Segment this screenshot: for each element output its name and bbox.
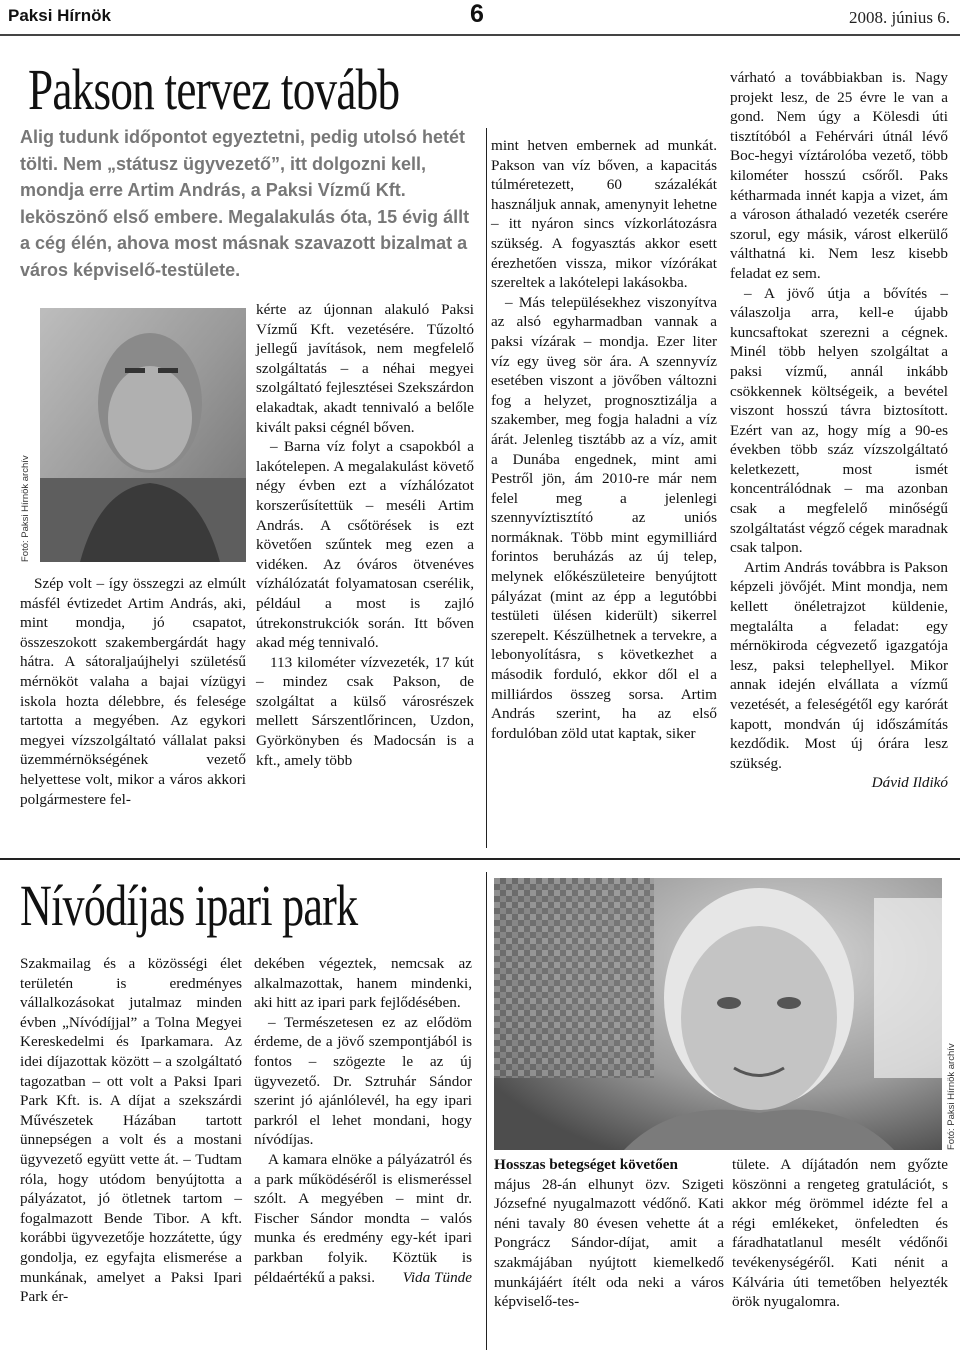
article1-title: Pakson tervez tovább — [28, 57, 400, 122]
article2-title: Nívódíjas ipari park — [20, 873, 358, 938]
paragraph: – Természetesen ez az elődöm érdeme, de a jövő szempontjából is fontos – szögezte le az új ügyvezető. Dr. Sztruhár Sándor szerint jó ajánlólevél, ha egy ipari parkról el lehet mondani, hogy nívódíjas. — [254, 1013, 472, 1149]
article1-lead: Alig tudunk időpontot egyeztetni, pedig utolsó hetét tölti. Nem „státusz ügyvezető”, itt dolgozni kell, mondja erre Artim András, a Paksi Vízmű Kft. leköszönő első embere. Megalakulás óta, 15 évig állt a cég élén, ahova most másnak szavazott bizalmat a város képviselő-testülete. — [20, 127, 470, 280]
paragraph: A kamara elnöke a pályázatról és a park működéséről is elismeréssel szólt. A megyében – mint dr. Fischer Sándor mondta – valós munka és eredmény egy-két ipari parkban folyik. Köztük is példaértékű a paksi. — [254, 1150, 472, 1286]
obituary-image — [494, 878, 942, 1150]
paragraph: várható a továbbiakban is. Nagy projekt lesz, de 25 évre le van a gond. Nem úgy a Kölesdi úti tisztítóból a Fehérvári útnál lévő Boc-hegyi víztárolóba vezető, több kilométer hosszú csőről. Paks kétharmada innét kapja a vizet, ám a városon áthaladó vezeték cserére szorul, egy másik, várost elkerülő válthatná ki. Nem lesz kisebb feladat ez sem. — [730, 69, 948, 282]
newspaper-name: Paksi Hírnök — [8, 6, 111, 25]
article1-column-1 — [20, 574, 246, 809]
portrait-image — [40, 308, 246, 562]
page-number: 6 — [470, 0, 484, 28]
article1-column-2 — [256, 300, 474, 770]
issue-date: 2008. június 6. — [848, 8, 950, 27]
paragraph: – Barna víz folyt a csapokból a lakótelepen. A megalakulást követő négy évben ezt a vízhálózatot korszerűsítettük – meséli Artim András. A csőtörések is ezt követően szűntek meg ezen a vidéken. Az óváros ötvenéves vízhálózatát folyamatosan cserélik, például a most is zajló útrekonstrukciók során. Itt bőven akad még tennivaló. — [256, 438, 474, 652]
photo-credit-obituary: Fotó: Paksi Hírnök archív — [946, 1043, 957, 1150]
paragraph: Szakmailag és a közösségi élet területén is eredményes vállalkozásokat jutalmaz minden évben „Nívódíjjal” a Tolna Megyei Kereskedelmi és Iparkamara. Az idei díjazottak között – a szolgáltató tagozatban – ott volt a Paksi Ipari Park Kft. is. A díjat a szekszárdi Művészetek Házában tartott ünnepségen a volt és a mostani ügyvezető együtt vette át. – Tudtam róla, hogy utódom benyújtotta a pályázatot, jó ötletnek tartom – fogalmazott Bende Tibor. A kft. korábbi ügyvezetője hozzátette, úgy gondolja, ez egyfajta elismerése a munkának, amelyet a Paksi Ipari Park ér- — [20, 955, 242, 1306]
author-signature: Vida Tünde — [402, 1268, 472, 1286]
section-divider — [0, 858, 960, 860]
photo-credit-portrait: Fotó: Paksi Hírnök archív — [20, 455, 31, 562]
author-signature: Dávid Ildikó — [871, 774, 948, 792]
paragraph: – A jövő útja a bővítés – válaszolja arra, kell-e újabb kuncsaftokat szerezni a cégnek. Minél több helyen szolgáltat a paksi vízmű, annál inkább csökkennek költségeik, a bevétel viszont hosszú távra biztosított. Ezért van az, hogy míg a 90-es években több száz vízszolgáltató keletkezett, most ismét koncentrálódnak – ma azonban csak a megfelelő minőségű szolgáltatást végző cégek maradnak csak talpon. — [730, 284, 949, 557]
column-divider — [486, 872, 487, 1350]
header-rule — [0, 34, 960, 36]
article1-column-4 — [730, 68, 948, 793]
paragraph: Artim András továbbra is Pakson képzeli jövőjét. Mint mondja, nem kellett önéletrajzot küldenie, megtalálta a feladat: egy mérnökiroda cégvezető igazgatója lesz, paksi telephellyel. Mikor annak idején elvállata a vízmű vezetését, a feleségétől egy karórát kapott, mondván új időszámítás kezdődik. Most új órára lesz szükség. — [730, 558, 948, 772]
column-divider — [486, 128, 487, 848]
article1-column-3 — [491, 136, 717, 743]
article2-column-1 — [20, 954, 242, 1307]
paragraph: dekében végeztek, nemcsak az alkalmazottak, hanem mindenki, aki hitt az ipari park fejlődésében. — [254, 955, 472, 1012]
elderly-woman-photo — [494, 878, 942, 1150]
portrait-photo — [40, 308, 246, 562]
paragraph: – Más településekhez viszonyítva az alsó egyharmadban vannak a paksi vízárak – mondja. Ezer liter víz egy üveg sör ára. A szennyvíz esetében viszont a jövőben változni fog a helyzet, prognosztizálja a szakember, meg fogja haladni a víz árát. Jelenleg tisztább az a víz, amit a Dunába engednek, mint ami Pestről jön, ám 2010-re már nem felel meg a jelenlegi szennyvíztisztító az uniós normáknak. Több mint egymilliárd forintos beruházás az új telep, melynek előkészületeire benyújtott pályázat (mint az épp a legutóbbi testületi ülésen kiderült) sikerrel szerepelt. Készülhetnek a tervekre, a lebonyolításra, s következhet a második forduló, ekkor dől el a milliárdos összeg sorsa. Artim András szerint, ha az első fordulóban zöld utat kaptak, siker — [491, 293, 717, 742]
byline — [730, 773, 948, 793]
obituary-heading: Hosszas betegséget követően — [494, 1156, 678, 1173]
paragraph: május 28-án elhunyt özv. Szigeti Józsefné nyugalmazott védőnő. Kati néni tavaly 80 évesen vehette át a Pongrácz Sándor-díjat, amit a szakmájában nyújtott kiemelkedő munkájáért ítélt oda neki a város képviselő-tes- — [494, 1175, 724, 1311]
paragraph: tülete. A díjátadón nem győzte köszönni a rengeteg gratulációt, s akkor még örömmel idézte fel a régi emlékeket, önfeledten és fáradhatatlanul mesélt védőnői tevékenységéről. Kati nénit a Kálvária úti temetőben helyezték örök nyugalomra. — [732, 1156, 948, 1311]
paragraph: kérte az újonnan alakuló Paksi Vízmű Kft. vezetésére. Tűzoltó jellegű javítások, nem megfelelő szolgáltatás – a néhai megyei szolgáltató fejlesztései Szekszárdon elakadtak, akadt tennivaló a belőle kivált paksi cégnél bőven. — [256, 301, 474, 436]
obituary-column-1 — [494, 1155, 724, 1312]
obituary-column-2 — [732, 1155, 948, 1312]
paragraph: 113 kilométer vízvezeték, 17 kút – mindez csak Pakson, de szolgáltat a külső városrészek mellett Sárszentlőrincen, Uzdon, Györkönyben és Madocsán is a kft., amely több — [256, 653, 474, 769]
paragraph: Szép volt – így összegzi az elmúlt másfél évtizedet Artim András, aki, mint mondja, jó csapatot, összeszokott szakembergárdát hagy hátra. A sátoraljaújhelyi születésű mérnököt valaha a bajai vízügyi iskola hozta délebbre, és felesége tartotta a megyében. Az egykori megyei vízszolgáltató vállalat paksi üzemmérnökségének vezető helyettese volt, mikor a város akkori polgármestere fel- — [20, 575, 246, 808]
page-header — [0, 0, 960, 36]
paragraph: mint hetven embernek ad munkát. Pakson van víz bőven, a kapacitás túlméretezett, 60 százalékát használjuk annak, amenynyit lehetne – itt nyáron sincs vízkorlátozásra szükség. A fogyasztás akkor esett érezhetően vissza, mikor vízórákat szereltek a lakótelepi lakásokba. — [491, 137, 717, 292]
article2-column-2 — [254, 954, 472, 1287]
